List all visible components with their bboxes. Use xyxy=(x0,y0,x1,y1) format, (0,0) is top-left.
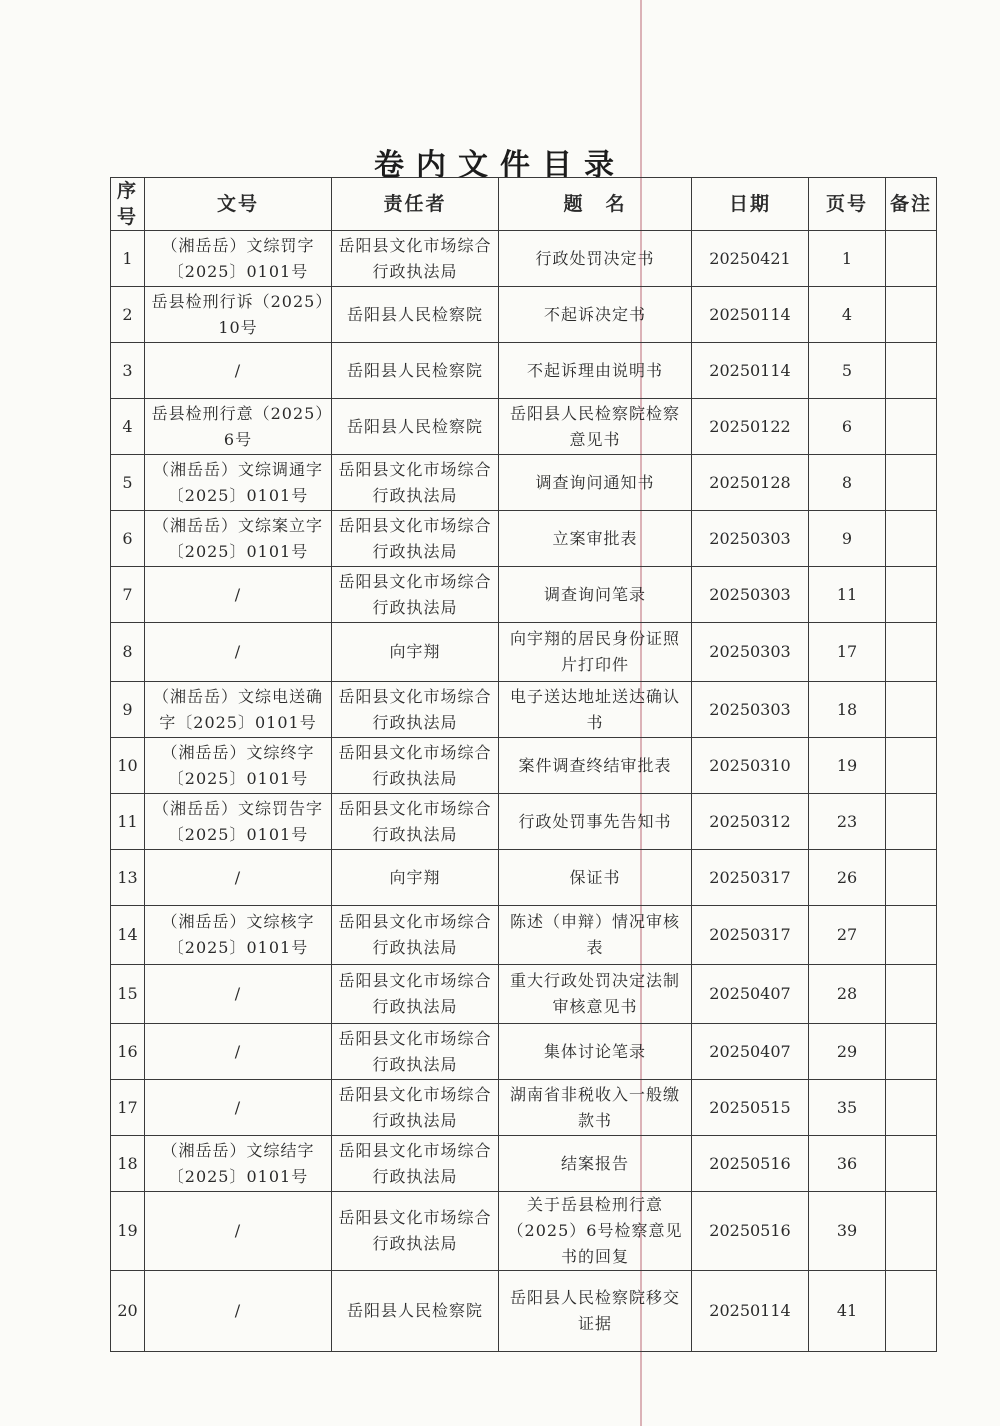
table-row xyxy=(111,455,937,511)
cell-note xyxy=(886,1024,937,1080)
table-row xyxy=(111,1136,937,1192)
cell-responsible: 岳阳县文化市场综合行政执法局 xyxy=(332,906,499,965)
table-row xyxy=(111,682,937,738)
cell-seq: 11 xyxy=(111,794,145,850)
cell-page: 1 xyxy=(809,231,886,287)
table-row xyxy=(111,623,937,682)
cell-seq: 3 xyxy=(111,343,145,399)
cell-responsible: 岳阳县文化市场综合行政执法局 xyxy=(332,231,499,287)
cell-responsible: 岳阳县文化市场综合行政执法局 xyxy=(332,738,499,794)
cell-doc-no: （湘岳岳）文综终字〔2025〕0101号 xyxy=(145,738,332,794)
table-row xyxy=(111,965,937,1024)
cell-doc-no: （湘岳岳）文综调通字〔2025〕0101号 xyxy=(145,455,332,511)
cell-date: 20250515 xyxy=(692,1080,809,1136)
header-note: 备注 xyxy=(886,178,937,231)
cell-date: 20250303 xyxy=(692,511,809,567)
cell-note xyxy=(886,287,937,343)
cell-doc-no: / xyxy=(145,623,332,682)
table-row xyxy=(111,567,937,623)
cell-date: 20250114 xyxy=(692,287,809,343)
cell-date: 20250516 xyxy=(692,1192,809,1271)
cell-page: 17 xyxy=(809,623,886,682)
cell-title: 岳阳县人民检察院检察意见书 xyxy=(499,399,692,455)
cell-note xyxy=(886,399,937,455)
cell-doc-no: （湘岳岳）文综电送确字〔2025〕0101号 xyxy=(145,682,332,738)
cell-page: 19 xyxy=(809,738,886,794)
cell-seq: 8 xyxy=(111,623,145,682)
cell-title: 岳阳县人民检察院移交证据 xyxy=(499,1271,692,1352)
cell-doc-no: / xyxy=(145,965,332,1024)
cell-page: 23 xyxy=(809,794,886,850)
cell-page: 27 xyxy=(809,906,886,965)
cell-date: 20250312 xyxy=(692,794,809,850)
catalog-body xyxy=(111,231,937,1352)
cell-doc-no: 岳县检刑行诉（2025）10号 xyxy=(145,287,332,343)
cell-doc-no: / xyxy=(145,567,332,623)
cell-doc-no: （湘岳岳）文综罚字〔2025〕0101号 xyxy=(145,231,332,287)
cell-title: 调查询问笔录 xyxy=(499,567,692,623)
table-row xyxy=(111,1271,937,1352)
cell-note xyxy=(886,794,937,850)
cell-seq: 2 xyxy=(111,287,145,343)
cell-seq: 19 xyxy=(111,1192,145,1271)
cell-doc-no: / xyxy=(145,850,332,906)
cell-responsible: 岳阳县人民检察院 xyxy=(332,343,499,399)
cell-doc-no: 岳县检刑行意（2025）6号 xyxy=(145,399,332,455)
table-row xyxy=(111,1024,937,1080)
cell-doc-no: / xyxy=(145,1192,332,1271)
cell-responsible: 向宇翔 xyxy=(332,623,499,682)
cell-page: 39 xyxy=(809,1192,886,1271)
cell-note xyxy=(886,623,937,682)
cell-seq: 5 xyxy=(111,455,145,511)
cell-title: 电子送达地址送达确认书 xyxy=(499,682,692,738)
cell-responsible: 岳阳县文化市场综合行政执法局 xyxy=(332,682,499,738)
cell-doc-no: （湘岳岳）文综结字〔2025〕0101号 xyxy=(145,1136,332,1192)
cell-title: 陈述（申辩）情况审核表 xyxy=(499,906,692,965)
cell-seq: 4 xyxy=(111,399,145,455)
cell-seq: 6 xyxy=(111,511,145,567)
cell-title: 调查询问通知书 xyxy=(499,455,692,511)
cell-date: 20250317 xyxy=(692,906,809,965)
cell-doc-no: / xyxy=(145,343,332,399)
cell-doc-no: / xyxy=(145,1080,332,1136)
cell-date: 20250407 xyxy=(692,965,809,1024)
cell-note xyxy=(886,1136,937,1192)
cell-page: 36 xyxy=(809,1136,886,1192)
header-seq: 序号 xyxy=(111,178,145,231)
cell-note xyxy=(886,965,937,1024)
cell-seq: 15 xyxy=(111,965,145,1024)
cell-title: 保证书 xyxy=(499,850,692,906)
cell-page: 4 xyxy=(809,287,886,343)
cell-note xyxy=(886,850,937,906)
cell-page: 5 xyxy=(809,343,886,399)
cell-date: 20250122 xyxy=(692,399,809,455)
table-row xyxy=(111,794,937,850)
table-row xyxy=(111,850,937,906)
header-title: 题 名 xyxy=(499,178,692,231)
cell-title: 行政处罚决定书 xyxy=(499,231,692,287)
cell-page: 26 xyxy=(809,850,886,906)
cell-date: 20250317 xyxy=(692,850,809,906)
cell-responsible: 向宇翔 xyxy=(332,850,499,906)
table-row xyxy=(111,1080,937,1136)
table-row xyxy=(111,906,937,965)
cell-doc-no: / xyxy=(145,1271,332,1352)
cell-responsible: 岳阳县文化市场综合行政执法局 xyxy=(332,1192,499,1271)
cell-title: 不起诉决定书 xyxy=(499,287,692,343)
cell-seq: 14 xyxy=(111,906,145,965)
cell-responsible: 岳阳县文化市场综合行政执法局 xyxy=(332,965,499,1024)
cell-seq: 1 xyxy=(111,231,145,287)
cell-title: 向宇翔的居民身份证照片打印件 xyxy=(499,623,692,682)
table-row xyxy=(111,343,937,399)
cell-responsible: 岳阳县人民检察院 xyxy=(332,1271,499,1352)
table-row xyxy=(111,738,937,794)
cell-title: 案件调查终结审批表 xyxy=(499,738,692,794)
cell-note xyxy=(886,682,937,738)
header-doc-no: 文号 xyxy=(145,178,332,231)
cell-page: 11 xyxy=(809,567,886,623)
cell-note xyxy=(886,1080,937,1136)
cell-date: 20250421 xyxy=(692,231,809,287)
cell-page: 35 xyxy=(809,1080,886,1136)
cell-note xyxy=(886,1271,937,1352)
cell-note xyxy=(886,1192,937,1271)
cell-date: 20250516 xyxy=(692,1136,809,1192)
cell-doc-no: （湘岳岳）文综核字〔2025〕0101号 xyxy=(145,906,332,965)
cell-date: 20250310 xyxy=(692,738,809,794)
cell-date: 20250114 xyxy=(692,343,809,399)
cell-title: 湖南省非税收入一般缴款书 xyxy=(499,1080,692,1136)
cell-responsible: 岳阳县人民检察院 xyxy=(332,287,499,343)
cell-date: 20250114 xyxy=(692,1271,809,1352)
cell-responsible: 岳阳县文化市场综合行政执法局 xyxy=(332,794,499,850)
cell-page: 8 xyxy=(809,455,886,511)
cell-seq: 10 xyxy=(111,738,145,794)
cell-note xyxy=(886,511,937,567)
cell-title: 集体讨论笔录 xyxy=(499,1024,692,1080)
cell-note xyxy=(886,343,937,399)
cell-date: 20250303 xyxy=(692,567,809,623)
cell-note xyxy=(886,738,937,794)
cell-seq: 17 xyxy=(111,1080,145,1136)
header-row xyxy=(111,178,937,231)
cell-date: 20250128 xyxy=(692,455,809,511)
cell-note xyxy=(886,231,937,287)
cell-page: 29 xyxy=(809,1024,886,1080)
table-row xyxy=(111,287,937,343)
cell-seq: 18 xyxy=(111,1136,145,1192)
table-row xyxy=(111,231,937,287)
cell-title: 不起诉理由说明书 xyxy=(499,343,692,399)
cell-note xyxy=(886,567,937,623)
cell-title: 行政处罚事先告知书 xyxy=(499,794,692,850)
cell-date: 20250407 xyxy=(692,1024,809,1080)
cell-title: 关于岳县检刑行意（2025）6号检察意见书的回复 xyxy=(499,1192,692,1271)
cell-seq: 9 xyxy=(111,682,145,738)
cell-date: 20250303 xyxy=(692,623,809,682)
cell-page: 28 xyxy=(809,965,886,1024)
cell-title: 立案审批表 xyxy=(499,511,692,567)
header-date: 日期 xyxy=(692,178,809,231)
cell-responsible: 岳阳县文化市场综合行政执法局 xyxy=(332,455,499,511)
cell-seq: 20 xyxy=(111,1271,145,1352)
cell-responsible: 岳阳县文化市场综合行政执法局 xyxy=(332,567,499,623)
cell-responsible: 岳阳县文化市场综合行政执法局 xyxy=(332,1136,499,1192)
cell-page: 18 xyxy=(809,682,886,738)
cell-responsible: 岳阳县人民检察院 xyxy=(332,399,499,455)
cell-page: 6 xyxy=(809,399,886,455)
cell-note xyxy=(886,906,937,965)
header-page: 页号 xyxy=(809,178,886,231)
cell-responsible: 岳阳县文化市场综合行政执法局 xyxy=(332,1080,499,1136)
cell-responsible: 岳阳县文化市场综合行政执法局 xyxy=(332,511,499,567)
cell-date: 20250303 xyxy=(692,682,809,738)
header-responsible: 责任者 xyxy=(332,178,499,231)
cell-note xyxy=(886,455,937,511)
table-row xyxy=(111,511,937,567)
cell-page: 9 xyxy=(809,511,886,567)
cell-doc-no: （湘岳岳）文综罚告字〔2025〕0101号 xyxy=(145,794,332,850)
cell-title: 重大行政处罚决定法制审核意见书 xyxy=(499,965,692,1024)
table-row xyxy=(111,1192,937,1271)
page-title: 卷内文件目录 xyxy=(374,148,626,183)
cell-seq: 16 xyxy=(111,1024,145,1080)
table-row xyxy=(111,399,937,455)
cell-doc-no: （湘岳岳）文综案立字〔2025〕0101号 xyxy=(145,511,332,567)
cell-doc-no: / xyxy=(145,1024,332,1080)
cell-title: 结案报告 xyxy=(499,1136,692,1192)
cell-page: 41 xyxy=(809,1271,886,1352)
cell-responsible: 岳阳县文化市场综合行政执法局 xyxy=(332,1024,499,1080)
file-catalog-table xyxy=(110,177,937,1352)
cell-seq: 7 xyxy=(111,567,145,623)
cell-seq: 13 xyxy=(111,850,145,906)
